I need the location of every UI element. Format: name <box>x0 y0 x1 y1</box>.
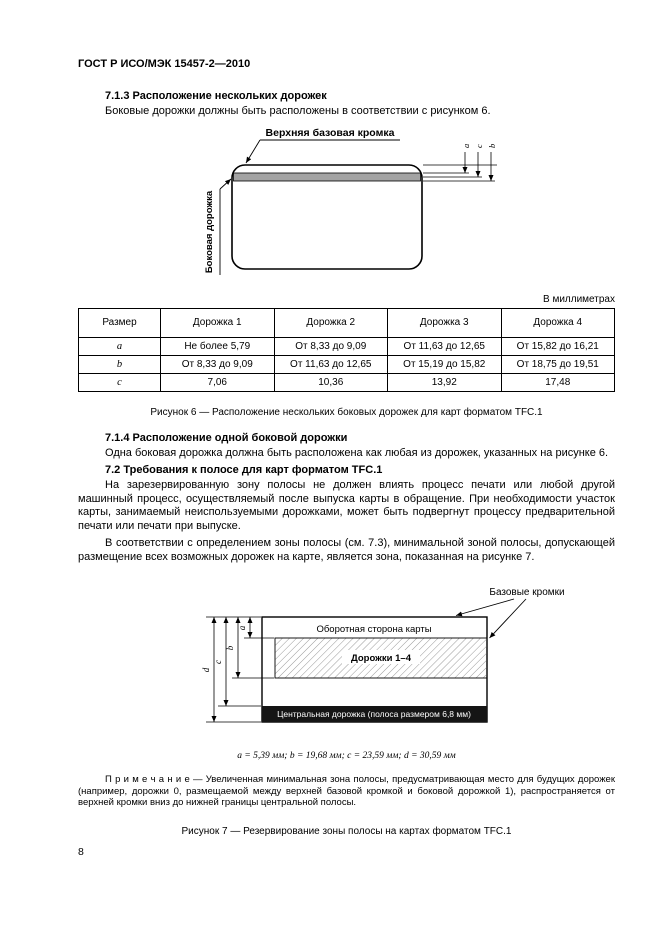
dim-label-b: b <box>486 143 497 148</box>
section-7-1-4-body: Одна боковая дорожка должна быть расположена как любая из дорожек, указанных на рисунке 6. <box>105 446 609 459</box>
section-7-1-3-body: Боковые дорожки должны быть расположены в соответствии с рисунком 6. <box>105 105 491 117</box>
page-number: 8 <box>78 846 84 858</box>
table-row-c <box>79 373 615 391</box>
col-header-track4: Дорожка 4 <box>501 308 615 337</box>
base-edges-label: Базовые кромки <box>488 587 565 598</box>
row-c-size: c <box>79 373 161 391</box>
section-7-2-para1: На зарезервированную зону полосы не должен влиять процесс печати или любой другой машинный процесс, осуществляемый после выпуска карты в обращение. При необходимости участок карты, занимаемый неиспользуемыми дорожками, может быть подвергнут процессу предварительной печати или печати при выпуске. <box>78 479 615 532</box>
dim-label-c: c <box>212 660 223 664</box>
col-header-size: Размер <box>79 308 161 337</box>
track-dimensions-table <box>78 308 615 392</box>
col-header-track3: Дорожка 3 <box>388 308 502 337</box>
row-a-track4: От 15,82 до 16,21 <box>501 337 615 355</box>
figure-7 <box>78 582 615 737</box>
section-7-1-3-heading: 7.1.3 Расположение нескольких дорожек <box>105 90 327 102</box>
section-7-2-heading: 7.2 Требования к полосе для карт форматом TFC.1 <box>105 464 383 476</box>
table-header-row <box>79 308 615 337</box>
dim-label-a: a <box>460 143 471 148</box>
row-b-track2: От 11,63 до 12,65 <box>274 355 388 373</box>
row-c-track1: 7,06 <box>161 373 275 391</box>
figure-7-caption: Рисунок 7 — Резервирование зоны полосы на картах форматом TFC.1 <box>181 825 512 837</box>
dim-label-c: c <box>473 143 484 148</box>
figure-7-drawing <box>112 582 582 732</box>
row-b-track4: От 18,75 до 19,51 <box>501 355 615 373</box>
row-c-track2: 10,36 <box>274 373 388 391</box>
document-title: ГОСТ Р ИСО/МЭК 15457-2—2010 <box>78 58 251 70</box>
side-track-leader-line <box>220 179 231 275</box>
row-a-size: a <box>79 337 161 355</box>
side-track-band <box>233 173 420 181</box>
col-header-track2: Дорожка 2 <box>274 308 388 337</box>
row-b-size: b <box>79 355 161 373</box>
extension-lines <box>423 165 497 181</box>
tracks-label: Дорожки 1–4 <box>350 653 411 664</box>
row-b-track1: От 8,33 до 9,09 <box>161 355 275 373</box>
figure-6-caption: Рисунок 6 — Расположение нескольких боковых дорожек для карт форматом TFC.1 <box>150 406 543 418</box>
section-7-2-para2: В соответствии с определением зоны полосы (см. 7.3), минимальной зоной полосы, допускающей размещение всех возможных дорожек на карте, является зона, показанная на рисунке 7. <box>78 537 615 563</box>
figure-6 <box>78 125 615 288</box>
figure-6-drawing <box>132 125 562 283</box>
row-c-track3: 13,92 <box>388 373 502 391</box>
row-a-track3: От 11,63 до 12,65 <box>388 337 502 355</box>
top-edge-leader-line <box>246 140 400 163</box>
table-row-a <box>79 337 615 355</box>
figure-7-dimension-values: a = 5,39 мм; b = 19,68 мм; c = 23,59 мм; d = 30,59 мм <box>237 751 456 761</box>
col-header-track1: Дорожка 1 <box>161 308 275 337</box>
row-c-track4: 17,48 <box>501 373 615 391</box>
dim-label-a: a <box>236 625 247 631</box>
row-a-track1: Не более 5,79 <box>161 337 275 355</box>
dim-label-d: d <box>200 667 211 673</box>
table-row-b <box>79 355 615 373</box>
central-track-label: Центральная дорожка (полоса размером 6,8 мм) <box>276 709 471 719</box>
section-7-1-4-heading: 7.1.4 Расположение одной боковой дорожки <box>105 431 348 444</box>
figure-7-note: П р и м е ч а н и е — Увеличенная минимальная зона полосы, предусматривающая место для будущих дорожек (например, дорожки 0, размещаемой между верхней базовой кромкой и боковой дорожкой 1), распространяется от верхней кромки вниз до нижней границы центральной полосы. <box>78 774 615 808</box>
side-track-label: Боковая дорожка <box>203 190 215 273</box>
row-a-track2: От 8,33 до 9,09 <box>274 337 388 355</box>
dimension-lines <box>465 152 491 181</box>
card-back-label: Оборотная сторона карты <box>315 624 432 635</box>
dim-label-b: b <box>224 645 235 651</box>
row-b-track3: От 15,19 до 15,82 <box>388 355 502 373</box>
top-edge-label: Верхняя базовая кромка <box>265 126 394 139</box>
units-note: В миллиметрах <box>543 293 615 305</box>
